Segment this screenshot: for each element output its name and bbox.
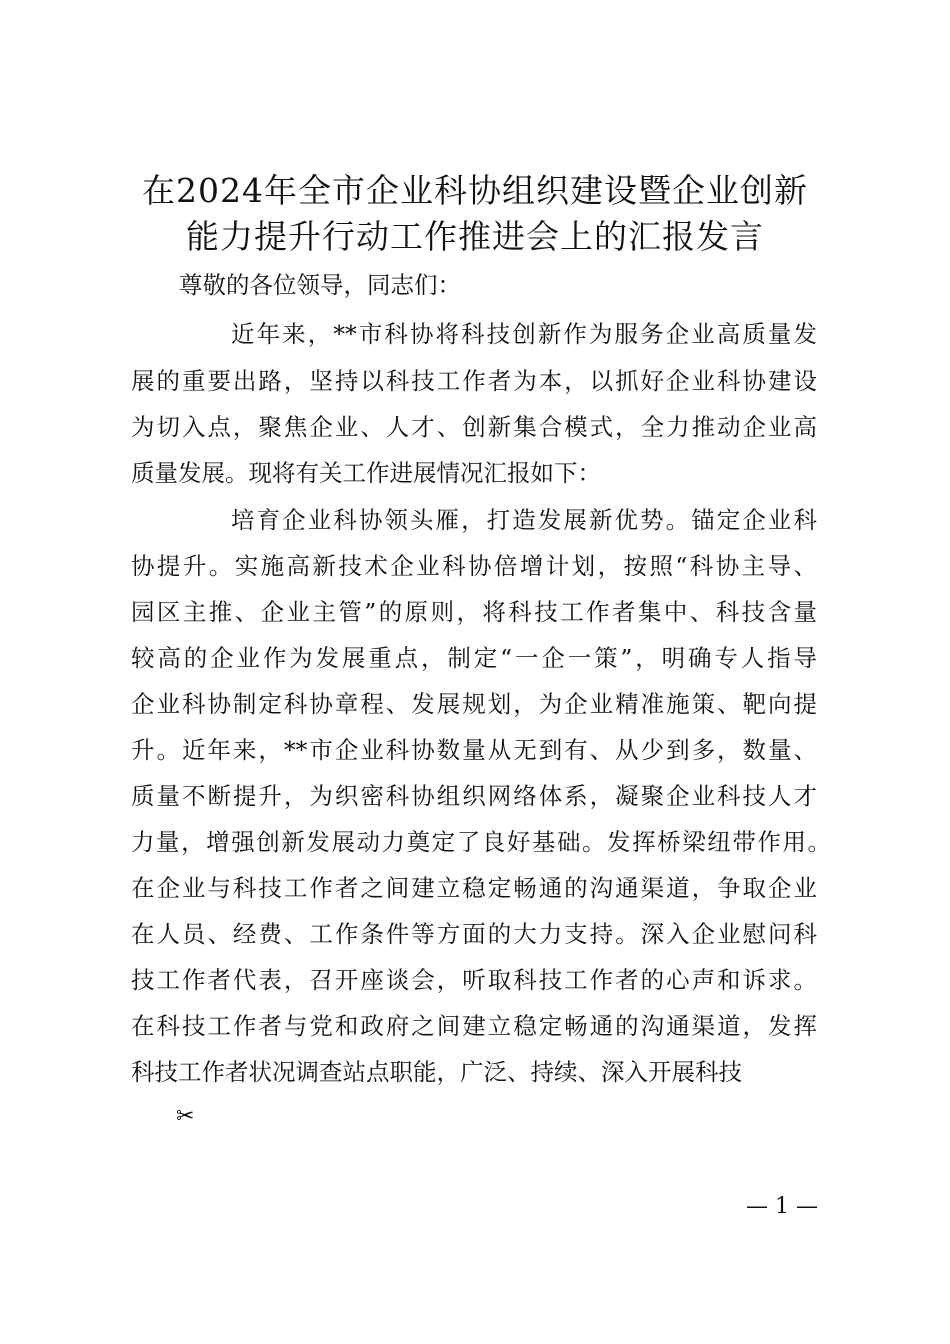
paragraph-line: 较高的企业作为发展重点，制定“一企一策”，明确专人指导 (131, 644, 817, 672)
paragraph-line: 企业科协制定科协章程、发展规划，为企业精准施策、靶向提 (131, 690, 817, 718)
paragraph-line: 培育企业科协领头雁，打造发展新优势。锚定企业科 (231, 506, 817, 534)
scissors-icon: ✂ (176, 1104, 195, 1129)
paragraph-line: 升。近年来，**市企业科协数量从无到有、从少到多，数量、 (131, 736, 817, 764)
paragraph-line: 园区主推、企业主管”的原则，将科技工作者集中、科技含量 (131, 598, 817, 626)
paragraph-line: 展的重要出路，坚持以科技工作者为本，以抓好企业科协建设 (131, 367, 817, 395)
paragraph-line: 为切入点，聚焦企业、人才、创新集合模式，全力推动企业高 (131, 413, 817, 441)
paragraph-line: 在人员、经费、工作条件等方面的大力支持。深入企业慰问科 (131, 920, 817, 948)
paragraph-line: 质量不断提升，为织密科协组织网络体系，凝聚企业科技人才 (131, 782, 817, 810)
paragraph-line: 质量发展。现将有关工作进展情况汇报如下： (131, 459, 601, 487)
paragraph-line: 科技工作者状况调查站点职能，广泛、持续、深入开展科技 (131, 1058, 742, 1086)
paragraph-line: 近年来，**市科协将科技创新作为服务企业高质量发 (231, 320, 817, 348)
paragraph-line: 力量，增强创新发展动力奠定了良好基础。发挥桥梁纽带作用。 (131, 828, 831, 856)
paragraph-line: 在企业与科技工作者之间建立稳定畅通的沟通渠道，争取企业 (131, 874, 817, 902)
salutation: 尊敬的各位领导，同志们： (179, 271, 461, 299)
paragraph-line: 在科技工作者与党和政府之间建立稳定畅通的沟通渠道，发挥 (131, 1012, 817, 1040)
document-title-line-1: 在2024年全市企业科协组织建设暨企业创新 (142, 171, 808, 210)
paragraph-line: 技工作者代表，召开座谈会，听取科技工作者的心声和诉求。 (131, 966, 817, 994)
page-number: — 1 — (746, 1194, 818, 1219)
paragraph-line: 协提升。实施高新技术企业科协倍增计划，按照“科协主导、 (131, 552, 817, 580)
document-title-line-2: 能力提升行动工作推进会上的汇报发言 (186, 217, 764, 256)
